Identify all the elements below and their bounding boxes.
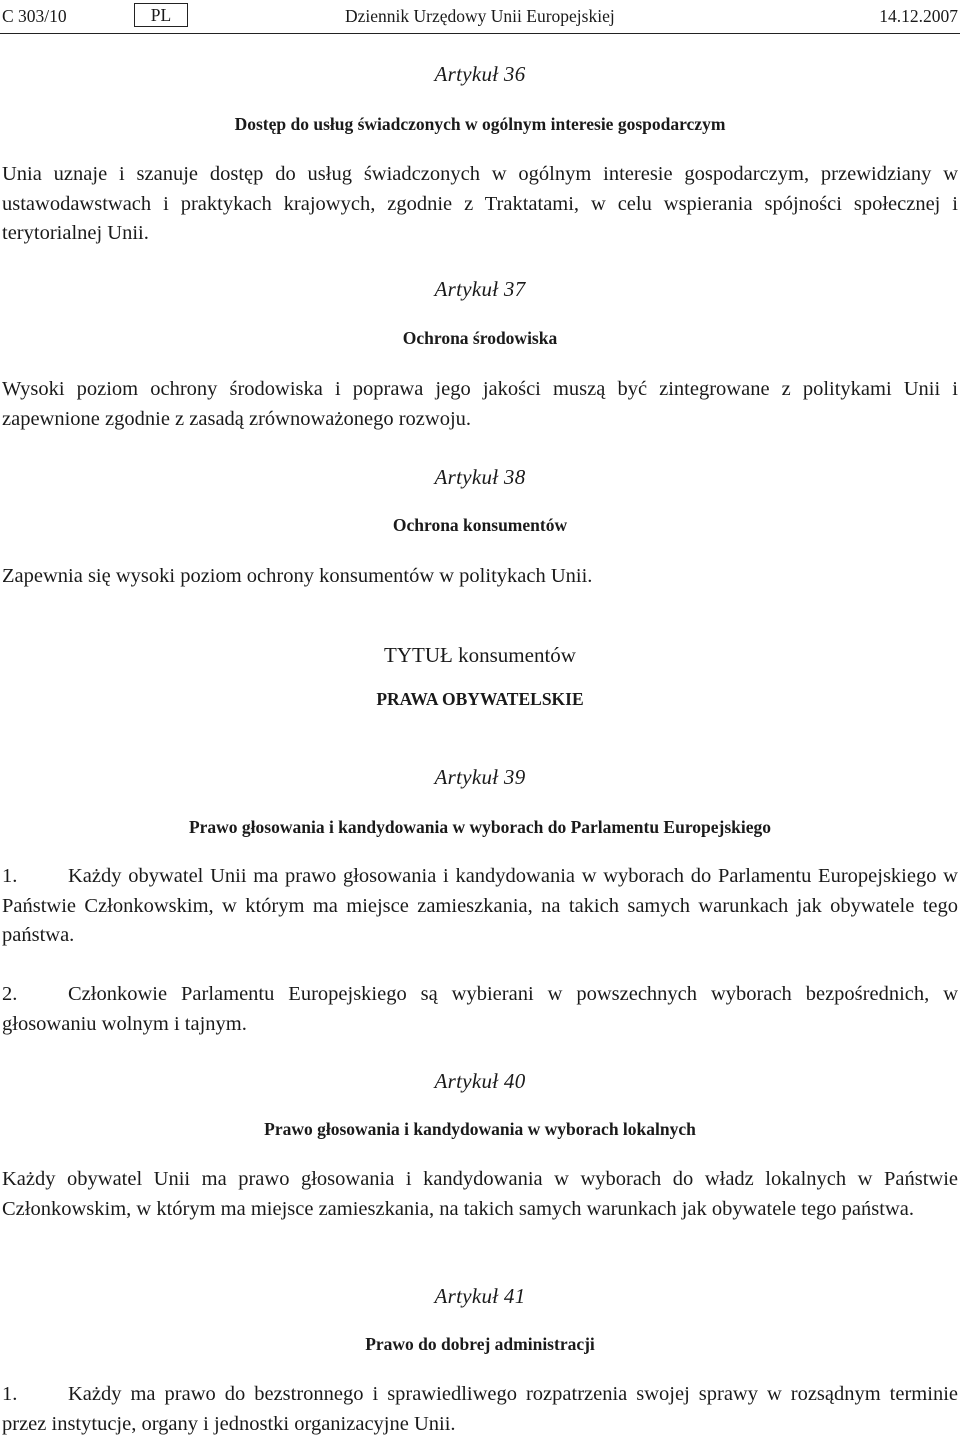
article-36-number: Artykuł 36 bbox=[434, 62, 526, 86]
article-37-text: Wysoki poziom ochrony środowiska i poprawa jego jakości muszą być zintegrowane z politykami Unii i zapewnione zgodnie z zasadą zrównoważonego rozwoju. bbox=[2, 378, 958, 430]
paragraph-number: 1. bbox=[2, 1383, 18, 1405]
article-38-text: Zapewnia się wysoki poziom ochrony konsumentów w politykach Unii. bbox=[2, 565, 593, 587]
article-40-text: Każdy obywatel Unii ma prawo głosowania i kandydowania w wyborach do władz lokalnych w Państwie Członkowskim, w którym ma miejsce zamieszkania, na takich samych warunkach jak obywatele tego państwa. bbox=[2, 1168, 958, 1220]
article-39-paragraph-1 bbox=[2, 862, 958, 951]
article-36-title: Dostęp do usług świadczonych w ogólnym interesie gospodarczym bbox=[234, 114, 726, 134]
language-code-box: PL bbox=[134, 3, 188, 27]
publication-date: 14.12.2007 bbox=[879, 6, 958, 26]
article-36-text: Unia uznaje i szanuje dostęp do usług świadczonych w ogólnym interesie gospodarczym, przewidziany w ustawodawstwach i praktykach krajowych, zgodnie z Traktatami, w celu wspierania spójności społecznej i terytorialnej Unii. bbox=[2, 163, 958, 244]
paragraph-text: Każdy ma prawo do bezstronnego i sprawiedliwego rozpatrzenia swojej sprawy w rozsądnym terminie przez instytucje, organy i jednostki organizacyjne Unii. bbox=[2, 1383, 958, 1435]
article-41-number: Artykuł 41 bbox=[434, 1284, 526, 1308]
journal-title: Dziennik Urzędowy Unii Europejskiej bbox=[345, 6, 615, 26]
page-header bbox=[0, 0, 960, 34]
title-label: TYTUŁ konsumentów bbox=[384, 643, 576, 667]
article-39-paragraph-2 bbox=[2, 980, 958, 1039]
article-39-number: Artykuł 39 bbox=[434, 765, 526, 789]
paragraph-text: Każdy obywatel Unii ma prawo głosowania i kandydowania w wyborach do Parlamentu Europejskiego w Państwie Członkowskim, w którym ma miejsce zamieszkania, na takich samych warunkach jak obywatele tego państwa. bbox=[2, 865, 958, 946]
article-40-title: Prawo głosowania i kandydowania w wyborach lokalnych bbox=[264, 1119, 696, 1139]
page-reference: C 303/10 bbox=[2, 6, 67, 26]
article-37-title: Ochrona środowiska bbox=[402, 328, 558, 348]
paragraph-number: 1. bbox=[2, 865, 18, 887]
article-40-number: Artykuł 40 bbox=[434, 1069, 526, 1093]
article-39-title: Prawo głosowania i kandydowania w wyborach do Parlamentu Europejskiego bbox=[188, 817, 772, 837]
article-41-title: Prawo do dobrej administracji bbox=[365, 1334, 595, 1354]
paragraph-text: Członkowie Parlamentu Europejskiego są wybierani w powszechnych wyborach bezpośrednich, w głosowaniu wolnym i tajnym. bbox=[2, 983, 958, 1035]
article-37-number: Artykuł 37 bbox=[434, 277, 526, 301]
article-38-title: Ochrona konsumentów bbox=[392, 515, 568, 535]
paragraph-number: 2. bbox=[2, 983, 18, 1005]
article-41-paragraph-1 bbox=[2, 1380, 958, 1439]
title-name: PRAWA OBYWATELSKIE bbox=[376, 689, 584, 709]
article-38-number: Artykuł 38 bbox=[434, 465, 526, 489]
